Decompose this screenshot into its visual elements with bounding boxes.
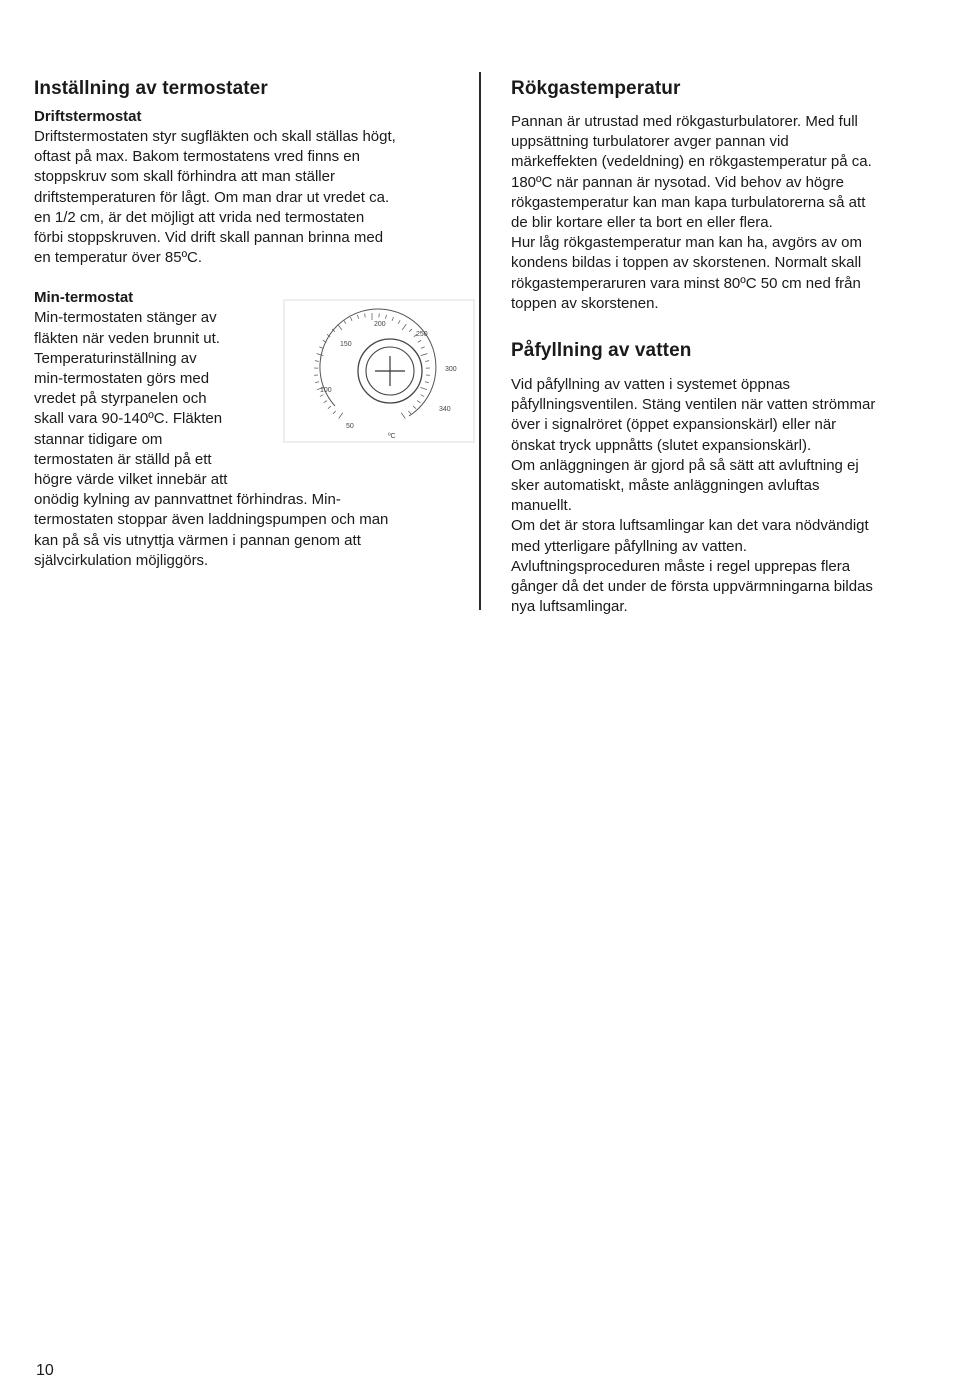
dial-tick [328,406,331,409]
text-line: termostaten är ställd på ett [34,450,212,468]
dial-tick [425,382,429,383]
text-line: skall vara 90-140ºC. Fläkten [34,410,223,428]
dial-label-340: 340 [439,406,451,414]
dial-tick [351,318,352,322]
dial-tick [338,325,342,331]
text-line: manuellt. [511,497,572,515]
text-line: förbi stoppskruven. Vid drift skall pannan brinna med [34,229,384,247]
dial-tick [320,395,324,397]
text-line: självcirkulation möjliggörs. [34,551,209,569]
text-line: Om det är stora luftsamlingar kan det vara nödvändigt [511,517,869,535]
dial-label-250: 250 [416,331,428,339]
drift-heading: Driftstermostat [34,108,142,125]
text-line: toppen av skorstenen. [511,294,659,312]
text-line: fläkten när veden brunnit ut. [34,329,220,347]
flue-gas-paragraph [511,112,921,314]
dial-tick [409,329,412,332]
text-line: driftstemperaturen för lågt. Om man drar ut vredet ca. [34,188,390,206]
text-line: oftast på max. Bakom termostatens vred finns en [34,148,360,166]
dial-tick [315,361,319,362]
section-title-water-fill: Påfyllning av vatten [511,340,692,362]
text-line: rökgastemperaruren vara minst 80ºC 50 cm ned från [511,274,861,292]
dial-tick [398,321,400,324]
dial-tick [379,314,380,318]
text-line: min-termostaten görs med [34,370,210,388]
text-line: Min-termostaten stänger av [34,309,217,327]
text-line: påfyllningsventilen. Stäng ventilen när vatten strömmar [511,396,876,414]
text-line: önskat tryck uppnåtts (slutet expansionskärl). [511,436,812,454]
text-line: Driftstermostaten styr sugfläkten och skall ställas högt, [34,128,396,145]
dial-label-100: 100 [320,387,332,395]
dial-tick [402,325,406,331]
min-heading: Min-termostat [34,289,134,307]
text-line: onödig kylning av pannvattnet förhindras. Min- [34,491,341,509]
dial-tick [323,401,326,403]
text-line: Hur låg rökgastemperatur man kan ha, avgörs av om [511,234,862,252]
dial-tick [413,406,416,409]
text-line: Vid påfyllning av vatten i systemet öppnas [511,376,791,394]
text-line: en 1/2 cm, är det möjligt att vrida ned termostaten [34,208,365,226]
text-line: med ytterligare påfyllning av vatten. [511,537,747,555]
right-column [511,76,921,617]
text-line: en temperatur över 85ºC. [34,249,203,267]
text-line: kan på så vis utnyttja värmen i pannan genom att [34,531,361,549]
dial-tick [418,341,421,343]
dial-ticks [314,313,430,419]
section-title-thermostats: Inställning av termostater [34,78,268,99]
section-title-flue-gas: Rökgastemperatur [511,78,681,99]
text-line: Temperaturinställning av [34,349,197,367]
dial-tick [425,361,429,362]
dial-tick [408,411,411,414]
dial-tick [417,401,420,403]
text-line: Avluftningsproceduren måste i regel upprepas flera [511,557,851,575]
dial-tick [365,314,366,318]
dial-label-150: 150 [340,341,352,349]
dial-tick [319,347,323,349]
column-divider [479,72,481,610]
dial-tick [392,318,393,322]
dial-tick [317,354,324,356]
text-line: de blir kortare eller ta bort en eller flera. [511,214,773,232]
text-line: kondens bildas i toppen av skorstenen. Normalt skall [511,254,862,272]
dial-tick [339,413,343,419]
text-line: över i signalröret (öppet expansionskärl) eller när [511,416,837,434]
text-line: Om anläggningen är gjord på så sätt att avluftning ej [511,456,859,474]
dial-tick [421,395,425,397]
text-line: termostaten stoppar även laddningspumpen och man [34,511,389,529]
dial-tick [386,315,387,319]
dial-label-50: 50 [346,423,354,431]
left-column [34,76,457,571]
dial-tick [333,411,336,414]
dial-tick [315,382,319,383]
water-fill-paragraph [511,375,921,617]
text-line: rökgastemperatur kan man kapa turbulatorerna så att [511,193,866,211]
text-line: Pannan är utrustad med rökgasturbulatorer. Med full [511,113,858,130]
text-line: högre värde vilket innebär att [34,471,228,489]
dial-unit-label: ºC [388,433,396,441]
text-line: uppsättning turbulatorer avger pannan vid [511,133,789,151]
drift-paragraph [34,127,454,268]
dial-tick [421,354,428,356]
page-number: 10 [36,1362,54,1379]
text-line: vredet på styrpanelen och [34,390,207,408]
dial-label-200: 200 [374,321,386,329]
min-thermostat-section [34,288,457,571]
text-line: gånger då det under de första uppvärmningarna bildas [511,578,873,596]
dial-tick [421,347,425,349]
dial-label-300: 300 [445,366,457,374]
text-line: stannar tidigare om [34,430,163,448]
text-line: märkeffekten (vedeldning) en rökgastemperatur på ca. [511,153,872,171]
text-line: stoppskruv som skall förhindra att man ställer [34,168,335,186]
text-line: 180ºC när pannan är nysotad. Vid behov av högre [511,173,844,191]
dial-tick [344,321,346,324]
dial-tick [420,388,427,390]
text-line: nya luftsamlingar. [511,598,628,616]
dial-tick [401,413,405,419]
thermostat-dial-diagram [282,298,482,448]
dial-tick [357,315,358,319]
text-line: sker automatiskt, måste anläggningen avluftas [511,477,820,495]
